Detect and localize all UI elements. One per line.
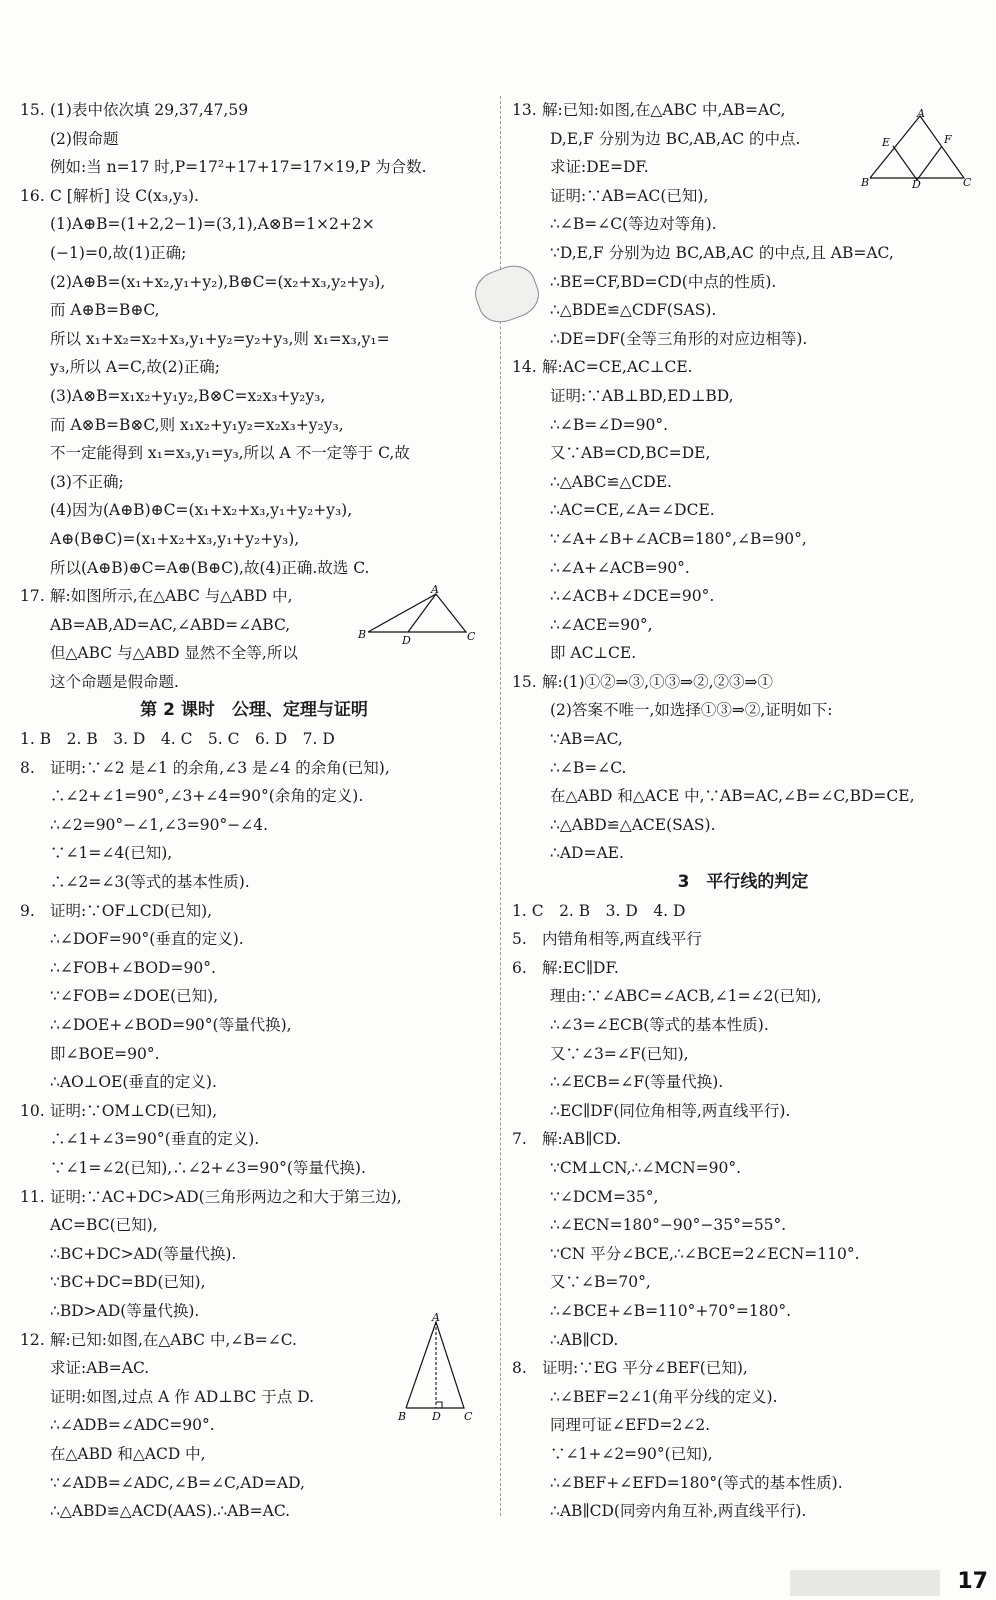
answer-line xyxy=(512,296,974,325)
answer-line xyxy=(512,1068,974,1097)
answer-text: ∴∠2+∠1=90°,∠3+∠4=90°(余角的定义). xyxy=(50,787,364,806)
answer-line xyxy=(20,411,488,440)
answer-line xyxy=(512,754,974,783)
answer-text: ∴∠BCE+∠B=110°+70°=180°. xyxy=(550,1301,792,1320)
answer-text: ∴∠B=∠C(等边对等角). xyxy=(550,215,717,234)
answer-line xyxy=(512,353,974,382)
answer-line xyxy=(20,1440,488,1469)
answer-text: A⊕(B⊕C)=(x₁+x₂+x₃,y₁+y₂+y₃), xyxy=(50,529,300,548)
answer-text: (2)答案不唯一,如选择①③⇒②,证明如下: xyxy=(550,701,833,720)
answer-text: ∴∠1+∠3=90°(垂直的定义). xyxy=(50,1130,260,1149)
fig13-label-e: E xyxy=(882,136,891,149)
fig17-label-d: D xyxy=(402,634,411,647)
answer-text: 例如:当 n=17 时,P=17²+17+17=17×19,P 为合数. xyxy=(50,158,427,177)
answer-line xyxy=(20,182,488,211)
answer-line xyxy=(20,1040,488,1069)
answer-text: 证明:∵AC+DC>AD(三角形两边之和大于第三边), xyxy=(50,1187,402,1206)
fig17-label-b: B xyxy=(358,628,367,641)
answer-text: ∴AB∥CD(同旁内角互补,两直线平行). xyxy=(550,1502,807,1521)
answer-text: 求证:DE=DF. xyxy=(550,158,649,177)
answer-text: 在△ABD 和△ACE 中,∵AB=AC,∠B=∠C,BD=CE, xyxy=(550,787,915,806)
answer-line xyxy=(20,925,488,954)
answer-line xyxy=(512,811,974,840)
answer-line xyxy=(20,125,488,154)
answer-text: ∵∠ADB=∠ADC,∠B=∠C,AD=AD, xyxy=(50,1473,305,1492)
answer-line xyxy=(20,382,488,411)
answer-text: (1)表中依次填 29,37,47,59 xyxy=(50,101,249,119)
answer-line xyxy=(512,210,974,239)
answer-line xyxy=(20,1240,488,1269)
answer-line xyxy=(512,954,974,983)
fig12-label-d: D xyxy=(432,1410,441,1423)
answer-text: 即∠BOE=90°. xyxy=(50,1044,160,1063)
answer-text: ∴BD>AD(等量代换). xyxy=(50,1301,200,1320)
answer-line xyxy=(20,525,488,554)
answer-line xyxy=(20,554,488,583)
answer-line xyxy=(512,439,974,468)
answer-line xyxy=(512,1383,974,1412)
answer-line xyxy=(20,239,488,268)
answer-text: ∴∠ACB+∠DCE=90°. xyxy=(550,587,715,606)
answer-text: D,E,F 分别为边 BC,AB,AC 的中点. xyxy=(550,129,801,148)
answer-line xyxy=(512,411,974,440)
answer-line xyxy=(20,1183,488,1212)
answer-line xyxy=(20,96,488,125)
answer-text: ∵BC+DC=BD(已知), xyxy=(50,1273,206,1292)
answer-text: ∵AB=AC, xyxy=(550,730,623,749)
fig13-label-f: F xyxy=(944,133,952,146)
answer-line xyxy=(20,1097,488,1126)
answer-line xyxy=(20,1211,488,1240)
answer-text: ∴DE=DF(全等三角形的对应边相等). xyxy=(550,329,808,348)
answer-line xyxy=(512,1469,974,1498)
answer-text: y₃,所以 A=C,故(2)正确; xyxy=(50,358,220,377)
answer-text: 理由:∵∠ABC=∠ACB,∠1=∠2(已知), xyxy=(550,987,822,1006)
footer-band xyxy=(790,1570,940,1596)
answer-line xyxy=(512,239,974,268)
problem-number: 8. xyxy=(20,758,35,777)
answer-text: ∴EC∥DF(同位角相等,两直线平行). xyxy=(550,1101,791,1120)
answer-line xyxy=(512,782,974,811)
section-heading: 3 平行线的判定 xyxy=(677,872,809,893)
answer-line xyxy=(512,839,974,868)
answer-text: ∴∠BEF+∠EFD=180°(等式的基本性质). xyxy=(550,1473,843,1492)
answer-line xyxy=(20,982,488,1011)
answer-line xyxy=(512,525,974,554)
answer-text: 解:AB∥CD. xyxy=(542,1130,622,1149)
answer-line xyxy=(512,1125,974,1154)
answer-text: (2)假命题 xyxy=(50,129,119,148)
answer-line xyxy=(512,1354,974,1383)
answer-text: ∴∠A+∠ACB=90°. xyxy=(550,558,690,577)
fig13-label-b: B xyxy=(861,176,870,189)
problem-number: 12. xyxy=(20,1330,45,1349)
answer-text: ∵∠1=∠4(已知), xyxy=(50,844,173,863)
answer-line xyxy=(20,268,488,297)
answer-line xyxy=(20,439,488,468)
answer-line xyxy=(512,468,974,497)
fig12-label-c: C xyxy=(464,1410,473,1423)
page-number: 17 xyxy=(957,1569,988,1594)
answer-line xyxy=(20,868,488,897)
answer-text: 证明:∵EG 平分∠BEF(已知), xyxy=(542,1359,748,1378)
answer-line xyxy=(20,1469,488,1498)
answer-line xyxy=(20,725,488,754)
answer-text: ∵CM⊥CN,∴∠MCN=90°. xyxy=(550,1158,742,1177)
answer-line xyxy=(512,1154,974,1183)
answer-text: 解:已知:如图,在△ABC 中,∠B=∠C. xyxy=(50,1330,297,1349)
answer-text: 1. B 2. B 3. D 4. C 5. C 6. D 7. D xyxy=(20,730,335,749)
answer-text: 所以 x₁+x₂=x₂+x₃,y₁+y₂=y₂+y₃,则 x₁=x₃,y₁= xyxy=(50,329,390,348)
figure-12-triangle xyxy=(394,1312,478,1424)
answer-line xyxy=(512,1240,974,1269)
answer-line xyxy=(20,754,488,783)
answer-text: 又∵∠B=70°, xyxy=(550,1273,651,1292)
answer-text: ∴∠2=90°−∠1,∠3=90°−∠4. xyxy=(50,815,269,834)
answer-line xyxy=(512,582,974,611)
answer-text: 而 A⊗B=B⊗C,则 x₁x₂+y₁y₂=x₂x₃+y₂y₃, xyxy=(50,415,344,434)
answer-line xyxy=(20,1268,488,1297)
answer-text: 同理可证∠EFD=2∠2. xyxy=(550,1416,711,1435)
answer-text: (3)不正确; xyxy=(50,472,124,491)
answer-line xyxy=(20,468,488,497)
answer-text: AC=BC(已知), xyxy=(50,1216,158,1235)
answer-line xyxy=(20,1125,488,1154)
fig13-label-d: D xyxy=(912,178,921,190)
answer-text: ∴∠ADB=∠ADC=90°. xyxy=(50,1416,215,1435)
answer-line xyxy=(512,496,974,525)
answer-text: 证明:∵AB=AC(已知), xyxy=(550,186,709,205)
answer-text: ∴∠3=∠ECB(等式的基本性质). xyxy=(550,1016,769,1034)
answer-text: 不一定能得到 x₁=x₃,y₁=y₃,所以 A 不一定等于 C,故 xyxy=(50,444,410,463)
problem-number: 17. xyxy=(20,587,45,606)
problem-number: 9. xyxy=(20,901,35,920)
answer-line xyxy=(512,982,974,1011)
answer-text: ∴△ABD≌△ACD(AAS).∴AB=AC. xyxy=(50,1502,291,1521)
answer-line xyxy=(20,210,488,239)
answer-text: 证明:如图,过点 A 作 AD⊥BC 于点 D. xyxy=(50,1387,315,1406)
answer-line xyxy=(512,1326,974,1355)
answer-line xyxy=(512,382,974,411)
problem-number: 8. xyxy=(512,1359,527,1378)
answer-text: (1)A⊕B=(1+2,2−1)=(3,1),A⊗B=1×2+2× xyxy=(50,215,375,234)
answer-line xyxy=(20,1497,488,1526)
answer-line xyxy=(512,639,974,668)
section-heading: 第 2 课时 公理、定理与证明 xyxy=(140,700,368,721)
answer-text: 所以(A⊕B)⊕C=A⊕(B⊕C),故(4)正确.故选 C. xyxy=(50,558,370,577)
answer-line xyxy=(20,782,488,811)
answer-text: ∴BE=CF,BD=CD(中点的性质). xyxy=(550,272,777,291)
problem-number: 16. xyxy=(20,186,45,205)
answer-text: ∴AO⊥OE(垂直的定义). xyxy=(50,1073,217,1092)
answer-text: 在△ABD 和△ACD 中, xyxy=(50,1444,206,1463)
answer-text: (2)A⊕B=(x₁+x₂,y₁+y₂),B⊕C=(x₂+x₃,y₂+y₃), xyxy=(50,272,386,291)
answer-text: ∵CN 平分∠BCE,∴∠BCE=2∠ECN=110°. xyxy=(550,1244,860,1263)
answer-line xyxy=(20,296,488,325)
answer-line xyxy=(20,496,488,525)
answer-line xyxy=(512,1040,974,1069)
problem-number: 5. xyxy=(512,930,527,949)
answer-text: C [解析] 设 C(x₃,y₃). xyxy=(50,186,199,205)
answer-text: 求证:AB=AC. xyxy=(50,1359,150,1378)
answer-text: ∴△BDE≌△CDF(SAS). xyxy=(550,301,717,320)
answer-text: 解:如图所示,在△ABC 与△ABD 中, xyxy=(50,587,293,606)
answer-text: ∴∠ECB=∠F(等量代换). xyxy=(550,1073,724,1092)
figure-17-triangle xyxy=(356,584,480,648)
answer-line xyxy=(20,839,488,868)
answer-line xyxy=(512,1297,974,1326)
answer-text: (3)A⊗B=x₁x₂+y₁y₂,B⊗C=x₂x₃+y₂y₃, xyxy=(50,386,326,405)
answer-line xyxy=(20,153,488,182)
problem-number: 6. xyxy=(512,958,527,977)
answer-text: 证明:∵AB⊥BD,ED⊥BD, xyxy=(550,386,734,405)
answer-line xyxy=(512,554,974,583)
problem-number: 13. xyxy=(512,101,537,119)
answer-line xyxy=(512,1268,974,1297)
answer-text: 1. C 2. B 3. D 4. D xyxy=(512,901,686,920)
answer-text: ∵D,E,F 分别为边 BC,AB,AC 的中点,且 AB=AC, xyxy=(550,243,894,262)
answer-text: 解:AC=CE,AC⊥CE. xyxy=(542,358,693,377)
fig12-label-a: A xyxy=(432,1312,440,1324)
answer-text: (−1)=0,故(1)正确; xyxy=(50,243,187,262)
answer-line xyxy=(512,668,974,697)
answer-text: ∴∠2=∠3(等式的基本性质). xyxy=(50,873,250,892)
answer-line xyxy=(512,725,974,754)
answer-line xyxy=(20,811,488,840)
answer-text: ∵∠FOB=∠DOE(已知), xyxy=(50,987,219,1006)
answer-text: ∵∠1+∠2=90°(已知), xyxy=(550,1444,713,1463)
answer-text: ∴∠BEF=2∠1(角平分线的定义). xyxy=(550,1387,778,1406)
answer-text: 即 AC⊥CE. xyxy=(550,644,637,663)
answer-text: ∴AC=CE,∠A=∠DCE. xyxy=(550,501,715,520)
answer-line xyxy=(20,353,488,382)
problem-number: 14. xyxy=(512,358,537,377)
answer-line xyxy=(20,1068,488,1097)
answer-text: ∴△ABC≌△CDE. xyxy=(550,472,672,491)
answer-text: 又∵AB=CD,BC=DE, xyxy=(550,444,711,463)
answer-text: ∴AD=AE. xyxy=(550,844,624,863)
fig13-label-a: A xyxy=(917,108,925,120)
answer-text: 解:EC∥DF. xyxy=(542,958,619,977)
answer-text: 解:(1)①②⇒③,①③⇒②,②③⇒① xyxy=(542,672,773,691)
answer-text: ∴∠DOF=90°(垂直的定义). xyxy=(50,930,244,949)
answer-line xyxy=(512,925,974,954)
answer-line xyxy=(512,696,974,725)
answer-text: ∴∠DOE+∠BOD=90°(等量代换), xyxy=(50,1016,292,1034)
figure-13-triangle xyxy=(860,108,972,190)
answer-text: ∵∠A+∠B+∠ACB=180°,∠B=90°, xyxy=(550,529,807,548)
answer-line xyxy=(512,325,974,354)
answer-text: ∴∠ECN=180°−90°−35°=55°. xyxy=(550,1216,787,1235)
answer-line xyxy=(20,325,488,354)
answer-text: 这个命题是假命题. xyxy=(50,672,179,691)
answer-line xyxy=(512,1097,974,1126)
answer-text: 而 A⊕B=B⊕C, xyxy=(50,301,160,320)
answer-line xyxy=(20,897,488,926)
fig12-label-b: B xyxy=(398,1410,407,1423)
answer-text: ∵∠DCM=35°, xyxy=(550,1187,659,1206)
answer-text: 证明:∵OM⊥CD(已知), xyxy=(50,1101,218,1120)
fig17-label-c: C xyxy=(467,630,476,643)
problem-number: 11. xyxy=(20,1187,45,1206)
answer-text: 但△ABC 与△ABD 显然不全等,所以 xyxy=(50,644,298,663)
fig13-label-c: C xyxy=(963,176,972,189)
answer-line xyxy=(20,1011,488,1040)
answer-line xyxy=(512,1183,974,1212)
answer-line xyxy=(512,1497,974,1526)
answer-text: 内错角相等,两直线平行 xyxy=(542,930,702,949)
problem-number: 15. xyxy=(20,101,45,119)
answer-text: 解:已知:如图,在△ABC 中,AB=AC, xyxy=(542,101,786,119)
problem-number: 15. xyxy=(512,672,537,691)
answer-line xyxy=(512,1411,974,1440)
answer-line xyxy=(512,1011,974,1040)
problem-number: 10. xyxy=(20,1101,45,1120)
answer-text: ∴AB∥CD. xyxy=(550,1330,619,1349)
answer-line xyxy=(20,668,488,697)
answer-text: 又∵∠3=∠F(已知), xyxy=(550,1044,689,1063)
answer-text: ∵∠1=∠2(已知),∴∠2+∠3=90°(等量代换). xyxy=(50,1158,366,1177)
right-column xyxy=(512,96,974,1526)
answer-text: ∴BC+DC>AD(等量代换). xyxy=(50,1244,237,1263)
answer-line xyxy=(20,1154,488,1183)
answer-line xyxy=(512,1211,974,1240)
answer-text: ∴△ABD≌△ACE(SAS). xyxy=(550,815,716,834)
answer-line xyxy=(512,611,974,640)
answer-text: ∴∠ACE=90°, xyxy=(550,615,653,634)
answer-text: ∴∠FOB+∠BOD=90°. xyxy=(50,958,216,977)
answer-line xyxy=(512,268,974,297)
fig17-label-a: A xyxy=(431,584,439,596)
answer-text: 证明:∵OF⊥CD(已知), xyxy=(50,901,213,920)
answer-text: ∴∠B=∠D=90°. xyxy=(550,415,669,434)
answer-text: (4)因为(A⊕B)⊕C=(x₁+x₂+x₃,y₁+y₂+y₃), xyxy=(50,501,353,520)
answer-text: AB=AB,AD=AC,∠ABD=∠ABC, xyxy=(50,615,291,634)
answer-line xyxy=(512,1440,974,1469)
answer-line xyxy=(20,954,488,983)
answer-line xyxy=(512,897,974,926)
answer-text: ∴∠B=∠C. xyxy=(550,758,627,777)
answer-text: 证明:∵∠2 是∠1 的余角,∠3 是∠4 的余角(已知), xyxy=(50,758,390,777)
problem-number: 7. xyxy=(512,1130,527,1149)
